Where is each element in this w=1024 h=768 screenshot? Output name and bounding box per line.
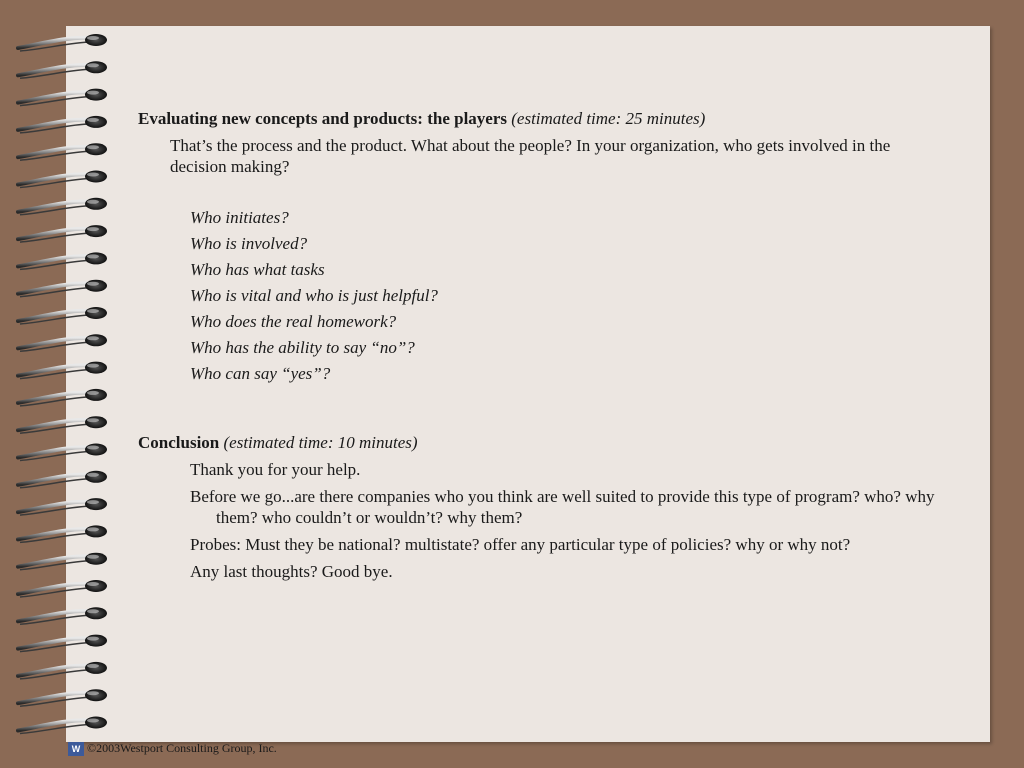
spiral-ring bbox=[18, 198, 107, 215]
spiral-ring bbox=[18, 116, 107, 133]
spiral-ring bbox=[18, 89, 107, 106]
question-item: Who does the real homework? bbox=[190, 312, 397, 331]
question-item: Who has the ability to say “no”? bbox=[190, 338, 415, 357]
players-intro: That’s the process and the product. What about the people? In your organization, who gets involved in the decision making? bbox=[170, 136, 891, 176]
spiral-ring bbox=[18, 171, 107, 188]
footer bbox=[68, 741, 277, 756]
spiral-ring bbox=[18, 389, 107, 406]
conclusion-item: Before we go...are there companies who you think are well suited to provide this type of program? who? why them? who couldn’t or wouldn’t? why them? bbox=[190, 487, 935, 527]
spiral-binding bbox=[0, 0, 130, 768]
spiral-ring bbox=[18, 362, 107, 379]
conclusion-list bbox=[190, 459, 938, 582]
section-time-note: (estimated time: 25 minutes) bbox=[511, 109, 706, 128]
spiral-ring bbox=[18, 444, 107, 461]
question-item: Who can say “yes”? bbox=[190, 364, 331, 383]
spiral-ring bbox=[18, 280, 107, 297]
spiral-ring bbox=[18, 307, 107, 324]
section-title: Evaluating new concepts and products: the players bbox=[138, 109, 507, 128]
spiral-ring bbox=[18, 471, 107, 488]
section-title: Conclusion bbox=[138, 433, 220, 452]
spiral-ring bbox=[18, 34, 107, 51]
spiral-ring bbox=[18, 525, 107, 542]
spiral-ring bbox=[18, 61, 107, 78]
spiral-ring bbox=[18, 498, 107, 515]
spiral-ring bbox=[18, 717, 107, 734]
spiral-ring bbox=[18, 580, 107, 597]
conclusion-item: Thank you for your help. bbox=[190, 460, 361, 479]
company-logo-icon: W bbox=[68, 742, 84, 756]
spiral-ring bbox=[18, 553, 107, 570]
conclusion-item: Any last thoughts? Good bye. bbox=[190, 562, 393, 581]
question-item: Who is involved? bbox=[190, 234, 308, 253]
section-time-note: (estimated time: 10 minutes) bbox=[223, 433, 418, 452]
section-heading-conclusion bbox=[138, 432, 938, 453]
question-item: Who is vital and who is just helpful? bbox=[190, 286, 438, 305]
spiral-ring bbox=[18, 334, 107, 351]
spiral-ring bbox=[18, 607, 107, 624]
page-content bbox=[138, 108, 938, 588]
spiral-ring bbox=[18, 689, 107, 706]
question-item: Who initiates? bbox=[190, 208, 289, 227]
conclusion-item: Probes: Must they be national? multistate? offer any particular type of policies? why or why not? bbox=[190, 535, 851, 554]
spiral-ring bbox=[18, 252, 107, 269]
question-item: Who has what tasks bbox=[190, 260, 325, 279]
spiral-ring bbox=[18, 635, 107, 652]
section-heading-players bbox=[138, 108, 938, 129]
spiral-ring bbox=[18, 662, 107, 679]
copyright-text: ©2003Westport Consulting Group, Inc. bbox=[87, 741, 277, 755]
players-question-list bbox=[190, 207, 938, 384]
spiral-ring bbox=[18, 416, 107, 433]
spiral-ring bbox=[18, 143, 107, 160]
spiral-ring bbox=[18, 225, 107, 242]
